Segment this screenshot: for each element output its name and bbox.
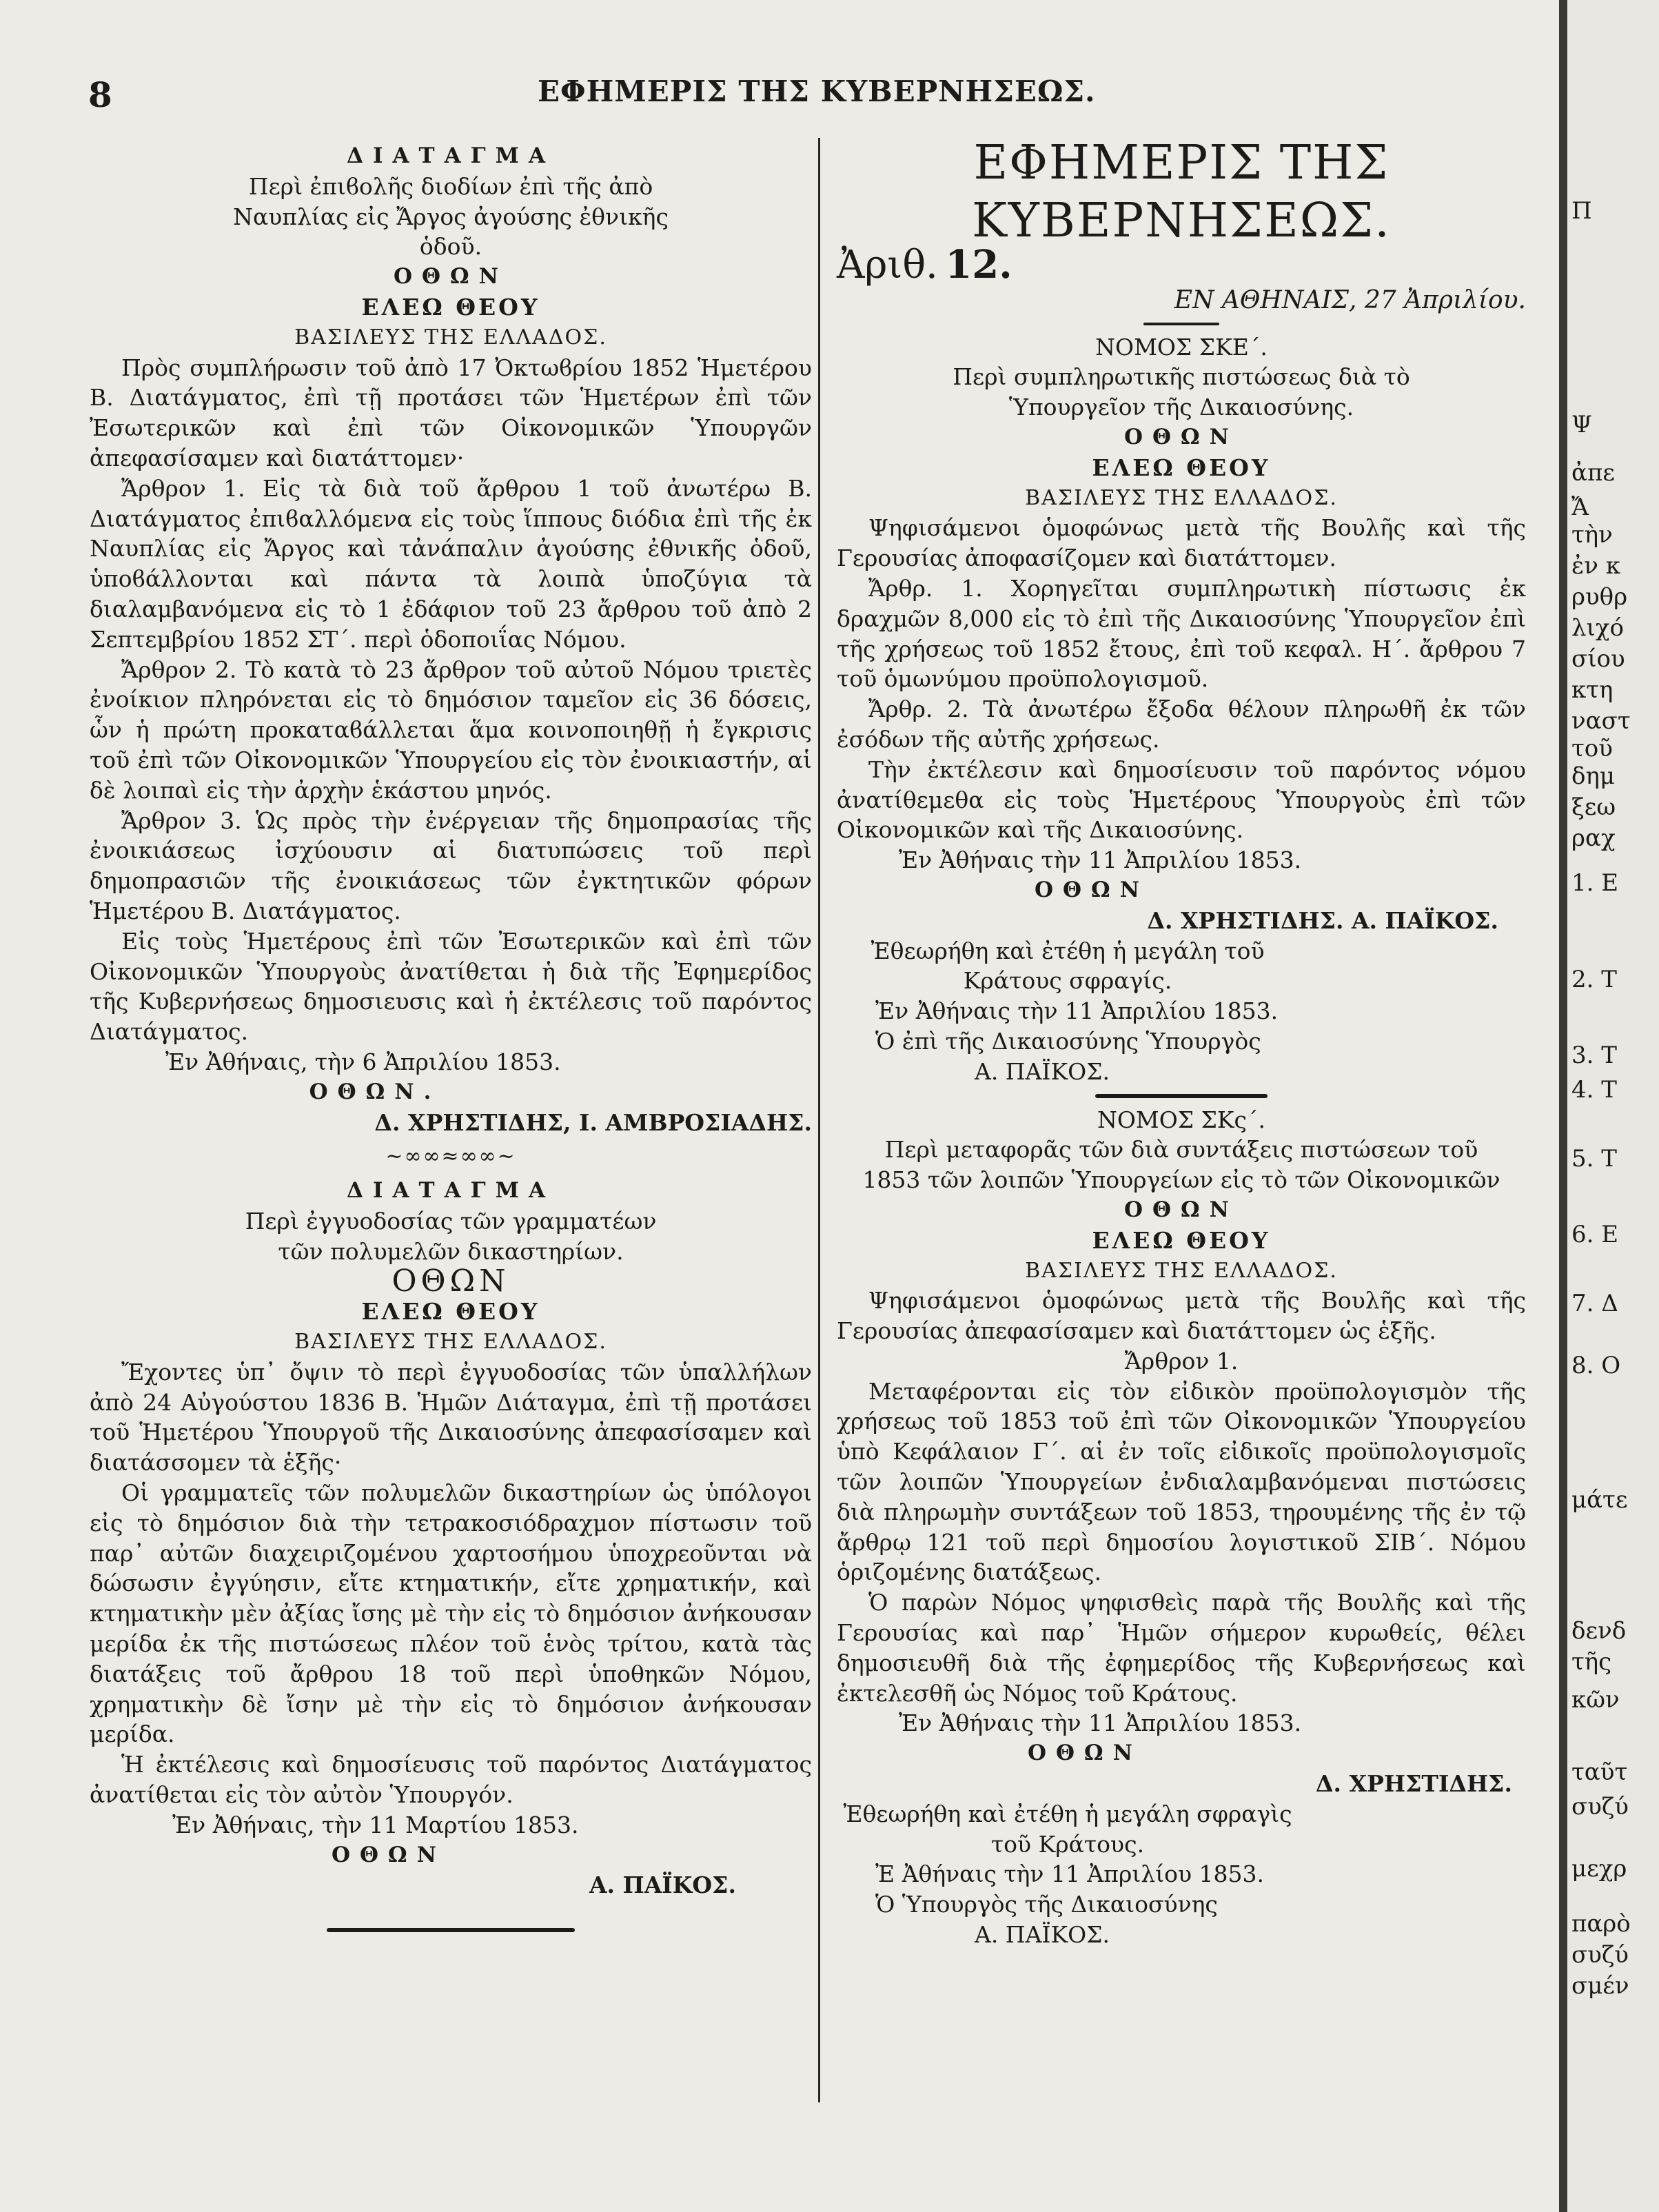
law-2-otho: ΟΘΩΝ — [1124, 1197, 1239, 1222]
law-1-title: ΝΟΜΟΣ ΣΚΕ΄. — [1095, 333, 1268, 361]
edge-fragment: 3. Τ — [1571, 1042, 1617, 1069]
issue-line — [837, 242, 1526, 287]
decree-1-otho-signature: ΟΘΩΝ. — [309, 1079, 441, 1104]
decree-2-otho-signature: ΟΘΩΝ — [332, 1842, 446, 1867]
edge-fragment: 4. Τ — [1571, 1076, 1617, 1104]
decree-1-date: Ἐν Ἀθήναις, τὴν 6 Ἀπριλίου 1853. — [165, 1048, 561, 1075]
edge-fragment: σμέν — [1571, 1972, 1629, 2000]
law-2-seal-date: Ἐ Ἀθήναις τὴν 11 Ἀπριλίου 1853. — [875, 1860, 1265, 1888]
edge-fragment: μάτε — [1571, 1486, 1628, 1514]
law-2-preamble: Ψηφισάμενοι ὁμοφώνως μετὰ τῆς Βουλῆς καὶ τῆς Γερουσίας ἀπεφασίσαμεν καὶ διατάττομεν ὡς ἑξῆς. — [837, 1287, 1526, 1345]
edge-fragment: τὴν — [1571, 521, 1613, 549]
law-2-king: ΒΑΣΙΛΕΥΣ ΤΗΣ ΕΛΛΑΔΟΣ. — [1025, 1258, 1338, 1283]
edge-fragment: δημ — [1571, 762, 1615, 790]
decree-2-body: Οἱ γραμματεῖς τῶν πολυμελῶν δικαστηρίων ὡς ὑπόλογοι εἰς τὸ δημόσιον διὰ τὴν τετρακοσιόδραχμον πίστωσιν τοῦ παρ᾽ αὐτῶν διαχειριζομένου χαρτοσήμου ὑποχρεοῦνται νὰ δώσωσιν ἐγγύησιν, εἴτε κτηματικήν, εἴτε χρηματικήν, καὶ κτηματικὴν μὲν ἀξίας ἴσης μὲ τὴν εἰς τὸ δημόσιον ἀνήκουσαν μερίδα ἐκ τῆς πιστώσεως πλέον τοῦ ἑνὸς τρίτου, κατὰ τὰς διατάξεις τοῦ ἄρθρου 18 τοῦ περὶ ὑποθηκῶν Νόμου, χρηματικὴν δὲ ἴσην μὲ τὴν εἰς τὸ δημόσιον ἀνήκουσαν μερίδα. — [90, 1479, 812, 1748]
column-rule — [818, 138, 820, 2102]
left-column — [90, 141, 812, 1939]
edge-fragment: Ἄ — [1571, 494, 1589, 521]
law-1-seal-office: Ὁ ἐπὶ τῆς Δικαιοσύνης Ὑπουργὸς — [875, 1027, 1261, 1055]
law-1-otho-signature: ΟΘΩΝ — [1035, 877, 1149, 902]
decree-2-subject: Περὶ ἐγγυοδοσίας τῶν γραμματέων τῶν πολυμελῶν δικαστηρίων. — [245, 1207, 657, 1265]
decree-2-date: Ἐν Ἀθήναις, τὴν 11 Μαρτίου 1853. — [172, 1811, 579, 1838]
law-2-seal-name: Α. ΠΑΪΚΟΣ. — [975, 1921, 1110, 1949]
law-2-seal-office: Ὁ Ὑπουργὸς τῆς Δικαιοσύνης — [875, 1891, 1218, 1918]
edge-fragment: 6. Ε — [1571, 1221, 1619, 1248]
masthead: ΕΦΗΜΕΡΙΣ ΤΗΣ ΚΥΒΕΡΝΗΣΕΩΣ. — [972, 136, 1391, 248]
law-2-subject: Περὶ μεταφορᾶς τῶν διὰ συντάξεις πιστώσεων τοῦ 1853 τῶν λοιπῶν Ὑπουργείων εἰς τὸ τῶν Οἰκονομικῶν — [862, 1136, 1500, 1194]
edge-fragment: τῆς — [1571, 1648, 1612, 1676]
law-2-article-1: Μεταφέρονται εἰς τὸν εἰδικὸν προϋπολογισμὸν τῆς χρήσεως τοῦ 1853 τοῦ ἐπὶ τῶν Οἰκονομικῶν Ὑπουργείου ὑπὸ Κεφάλαιον Γ΄. αἱ ἐν τοῖς εἰδικοῖς προϋπολογισμοῖς τῶν λοιπῶν Ὑπουργείων ἐνδιαλαμβανόμεναι πιστώσεις διὰ πληρωμὴν συντάξεων τοῦ 1853, τηρουμένης τῆς ἐν τῷ ἄρθρῳ 121 τοῦ περὶ δημοσίου λογιστικοῦ ΣΙΒ΄. Νόμου ὁριζομένης διατάξεως. — [837, 1377, 1526, 1586]
law-1-seal-name: Α. ΠΑΪΚΟΣ. — [975, 1057, 1110, 1085]
law-1-subject: Περὶ συμπληρωτικῆς πιστώσεως διὰ τὸ Ὑπουργεῖον τῆς Δικαιοσύνης. — [953, 363, 1410, 421]
law-2-grace: ΕΛΕΩ ΘΕΟΥ — [1092, 1226, 1271, 1254]
edge-fragment: 1. Ε — [1571, 869, 1619, 897]
edge-fragment: ξεω — [1571, 793, 1616, 821]
edge-fragment: συζύ — [1571, 1793, 1629, 1820]
law-1-ministers: Δ. ΧΡΗΣΤΙΔΗΣ. Α. ΠΑΪΚΟΣ. — [1147, 906, 1498, 934]
edge-fragment: 7. Δ — [1571, 1290, 1618, 1317]
edge-fragment: κτη — [1571, 676, 1614, 704]
edge-fragment: ἀπε — [1571, 459, 1615, 487]
running-head: ΕΦΗΜΕΡΙΣ ΤΗΣ ΚΥΒΕΡΝΗΣΕΩΣ. — [538, 74, 1096, 108]
issue-label: Ἀριθ. — [837, 243, 938, 287]
law-1-otho: ΟΘΩΝ — [1124, 424, 1239, 449]
edge-fragment: Ψ — [1571, 411, 1592, 438]
edge-fragment: συζύ — [1571, 1941, 1629, 1969]
decree-1-closing: Εἰς τοὺς Ἡμετέρους ἐπὶ τῶν Ἐσωτερικῶν καὶ ἐπὶ τῶν Οἰκονομικῶν Ὑπουργοὺς ἀνατίθεται ἡ διὰ τῆς Ἐφημερίδος τῆς Κυβερνήσεως δημοσιευσις καὶ ἡ ἐκτέλεσις τοῦ παρόντος Διατάγματος. — [90, 927, 812, 1046]
page-number: 8 — [88, 74, 112, 115]
short-rule — [1143, 323, 1219, 325]
decree-1-king: ΒΑΣΙΛΕΥΣ ΤΗΣ ΕΛΛΑΔΟΣ. — [294, 325, 607, 349]
law-1-seal: Ἐθεωρήθη καὶ ἐτέθη ἡ μεγάλη τοῦ Κράτους σφραγίς. — [871, 937, 1265, 995]
edge-fragment: ραχ — [1571, 824, 1616, 852]
edge-fragment: ταῦτ — [1571, 1758, 1628, 1786]
decree-1-preamble: Πρὸς συμπλήρωσιν τοῦ ἀπὸ 17 Ὀκτωϐρίου 1852 Ἡμετέρου Β. Διατάγματος, ἐπὶ τῇ προτάσει τῶν Ἡμετέρων ἐπὶ τῶν Ἐσωτερικῶν καὶ ἐπὶ τῶν Οἰκονομικῶν Ὑπουργῶν ἀπεφασίσαμεν καὶ διατάττομεν· — [90, 354, 812, 471]
law-1-closing: Τὴν ἐκτέλεσιν καὶ δημοσίευσιν τοῦ παρόντος νόμου ἀνατίθεμεθα εἰς τοὺς Ἡμετέρους Ὑπουργοὺς ἐπὶ τῶν Οἰκονομικῶν καὶ τῆς Δικαιοσύνης. — [837, 755, 1526, 844]
end-rule — [327, 1928, 575, 1932]
adjacent-page-edge — [1567, 0, 1659, 2212]
edge-fragment: λιχό — [1571, 614, 1624, 642]
decree-2-otho: ΟΘΩΝ — [391, 1264, 510, 1299]
law-2-minister: Δ. ΧΡΗΣΤΙΔΗΣ. — [1315, 1770, 1512, 1798]
issue-date: ΕΝ ΑΘΗΝΑΙΣ, 27 Ἀπριλίου. — [1174, 285, 1526, 314]
decree-2-title: ΔΙΑΤΑΓΜΑ — [346, 1178, 556, 1204]
law-1-preamble: Ψηφισάμενοι ὁμοφώνως μετὰ τῆς Βουλῆς καὶ τῆς Γερουσίας ἀποφασίζομεν καὶ διατάττομεν. — [837, 514, 1526, 572]
law-2-title: ΝΟΜΟΣ ΣΚς΄. — [1097, 1106, 1266, 1133]
edge-fragment: ρυθρ — [1571, 583, 1628, 611]
decree-1-article-3: Ἄρθρον 3. Ὡς πρὸς τὴν ἐνέργειαν τῆς δημοπρασίας τῆς ἐνοικιάσεως ἰσχύουσιν αἱ διατυπώσεις τοῦ περὶ δημοπρασιῶν τῆς ἐνοικιάσεως τῶν ἐγκτητικῶν φόρων Ἡμετέρου Β. Διατάγματος. — [90, 806, 812, 924]
edge-fragment: ναστ — [1571, 707, 1631, 735]
decree-2-closing: Ἡ ἐκτέλεσις καὶ δημοσίευσις τοῦ παρόντος Διατάγματος ἀνατίθεται εἰς τὸν αὐτὸν Ὑπουργόν. — [90, 1751, 812, 1809]
law-2-seal: Ἐθεωρήθη καὶ ἐτέθη ἡ μεγάλη σφραγὶς τοῦ Κράτους. — [843, 1800, 1292, 1858]
law-2-date: Ἐν Ἀθήναις τὴν 11 Ἀπριλίου 1853. — [899, 1709, 1302, 1737]
decree-2-minister: Α. ΠΑΪΚΟΣ. — [589, 1871, 736, 1899]
decree-1-ministers: Δ. ΧΡΗΣΤΙΔΗΣ, Ι. ΑΜΒΡΟΣΙΑΔΗΣ. — [374, 1108, 812, 1136]
edge-fragment: 5. Τ — [1571, 1145, 1617, 1173]
edge-fragment: ἐν κ — [1571, 552, 1620, 580]
law-2-article-heading: Ἄρθρον 1. — [1124, 1347, 1239, 1374]
law-1-grace: ΕΛΕΩ ΘΕΟΥ — [1092, 454, 1271, 481]
edge-fragment: 8. Ο — [1571, 1352, 1621, 1379]
edge-fragment: τοῦ — [1571, 735, 1613, 762]
binding-gutter — [1559, 0, 1567, 2212]
decree-1-grace: ΕΛΕΩ ΘΕΟΥ — [361, 293, 540, 321]
decree-1-article-1: Ἄρθρον 1. Εἰς τὰ διὰ τοῦ ἄρθρου 1 τοῦ ἀνωτέρω Β. Διατάγματος ἐπιϐαλλόμενα εἰς τοὺς ἵππους διόδια ἐπὶ τῆς ἐκ Ναυπλίας εἰς Ἄργος καὶ τἀνάπαλιν ἀγούσης ἐθνικῆς ὁδοῦ, ὑποϐάλλονται καὶ πάντα τὰ λοιπὰ ὑποζύγια τὰ διαλαμβανόμενα εἰς τὸ 1 ἐδάφιον τοῦ 23 ἄρθρου τοῦ ἀπὸ 2 Σεπτεμβρίου 1852 ΣΤ΄. περὶ ὁδοποιΐας Νόμου. — [90, 474, 812, 653]
ornament-divider: ∼∞∞≈∞∞∼ — [385, 1144, 516, 1169]
law-2-closing: Ὁ παρὼν Νόμος ψηφισθεὶς παρὰ τῆς Βουλῆς καὶ τῆς Γερουσίας καὶ παρ᾽ Ἡμῶν σήμερον κυρωθείς, θέλει δημοσιευθῆ διὰ τῆς ἐφημερίδος τῆς Κυβερνήσεως καὶ ἐκτελεσθῆ ὡς Νόμος τοῦ Κράτους. — [837, 1589, 1526, 1707]
law-1-king: ΒΑΣΙΛΕΥΣ ΤΗΣ ΕΛΛΑΔΟΣ. — [1025, 485, 1338, 510]
edge-fragment: παρὸ — [1571, 1910, 1631, 1938]
edge-fragment: κῶν — [1571, 1686, 1620, 1714]
decree-1-subject: Περὶ ἐπιϐολῆς διοδίων ἐπὶ τῆς ἀπὸ Ναυπλίας εἰς Ἄργος ἀγούσης ἐθνικῆς ὁδοῦ. — [233, 172, 669, 261]
edge-fragment: δενδ — [1571, 1617, 1627, 1645]
edge-fragment: σίου — [1571, 645, 1625, 673]
law-1-article-1: Ἄρθρ. 1. Χορηγεῖται συμπληρωτικὴ πίστωσις ἐκ δραχμῶν 8,000 εἰς τὸ ἐπὶ τῆς Δικαιοσύνης Ὑπουργεῖον ἐπὶ τῆς χρήσεως τοῦ 1852 ἔτους, ἐπὶ τοῦ κεφαλ. Η΄. ἄρθρου 7 τοῦ ὁμωνύμου προϋπολογισμοῦ. — [837, 574, 1526, 693]
edge-fragment: 2. Τ — [1571, 966, 1617, 993]
law-1-article-2: Ἄρθρ. 2. Τὰ ἀνωτέρω ἔξοδα θέλουν πληρωθῆ ἐκ τῶν ἐσόδων τῆς αὐτῆς χρήσεως. — [837, 696, 1526, 753]
edge-fragment: Π — [1571, 197, 1592, 225]
decree-2-king: ΒΑΣΙΛΕΥΣ ΤΗΣ ΕΛΛΑΔΟΣ. — [294, 1330, 607, 1354]
decree-1-title: ΔΙΑΤΑΓΜΑ — [346, 143, 556, 168]
law-1-date: Ἐν Ἀθήναις τὴν 11 Ἀπριλίου 1853. — [899, 846, 1302, 874]
issue-number: 12. — [945, 242, 1012, 287]
decree-2-grace: ΕΛΕΩ ΘΕΟΥ — [361, 1298, 540, 1326]
law-2-otho-signature: ΟΘΩΝ — [1028, 1741, 1142, 1766]
edge-fragment: μεχρ — [1571, 1855, 1627, 1883]
decree-1-otho: ΟΘΩΝ — [394, 264, 508, 290]
decree-2-preamble: Ἔχοντες ὑπ᾽ ὄψιν τὸ περὶ ἐγγυοδοσίας τῶν ὑπαλλήλων ἀπὸ 24 Αὐγούστου 1836 Β. Ἡμῶν Διάταγμα, ἐπὶ τῇ προτάσει τοῦ Ἡμετέρου Ὑπουργοῦ τῆς Δικαιοσύνης ἀπεφασίσαμεν καὶ διατάσσομεν τὰ ἑξῆς· — [90, 1358, 812, 1477]
law-1-seal-date: Ἐν Ἀθήναις τὴν 11 Ἀπριλίου 1853. — [875, 997, 1279, 1025]
decree-1-article-2: Ἄρθρον 2. Τὸ κατὰ τὸ 23 ἄρθρον τοῦ αὐτοῦ Νόμου τριετὲς ἐνοίκιον πληρόνεται εἰς τὸ δημόσιον ταμεῖον εἰς 36 δόσεις, ὧν ἡ πρώτη προκαταϐάλλεται ἅμα κοινοποιηθῇ ἡ ἔγκρισις τοῦ ἐπὶ τῶν Οἰκονομικῶν Ὑπουργείου εἰς τὸν ἐνοικιαστήν, αἱ δὲ λοιπαὶ εἰς τὴν ἀρχὴν ἑκάστου μηνός. — [90, 656, 812, 804]
mid-rule — [1095, 1094, 1268, 1098]
right-column — [837, 134, 1526, 1950]
